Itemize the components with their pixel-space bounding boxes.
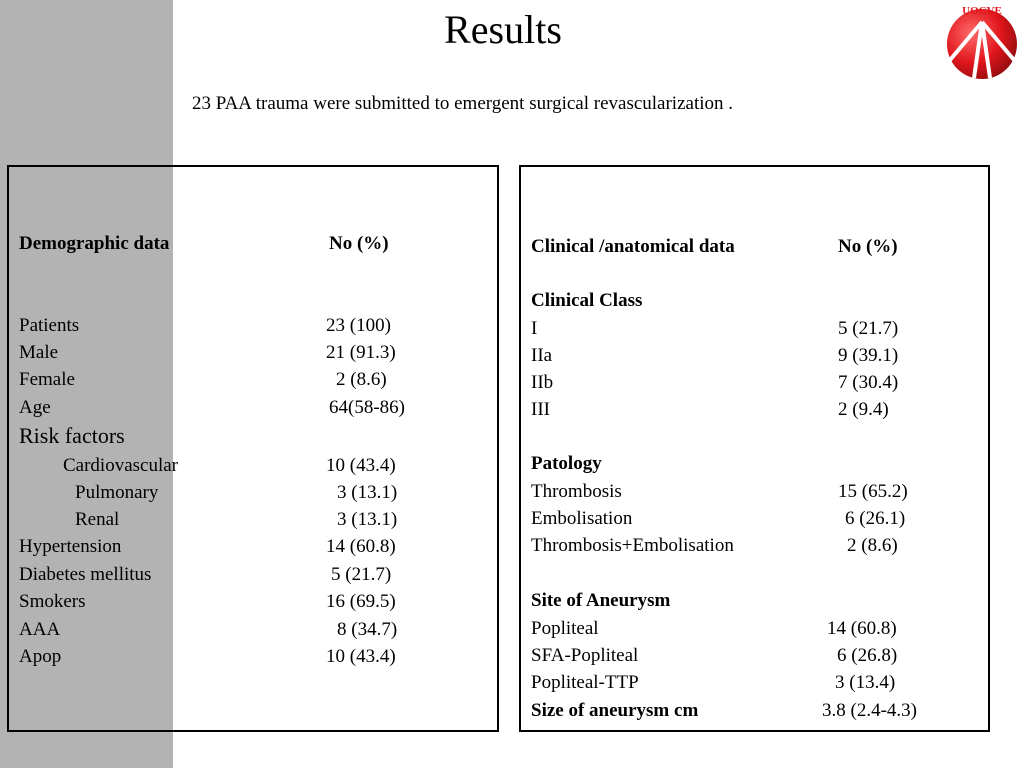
demographic-table xyxy=(7,165,499,732)
size-value: 3.8 (2.4-4.3) xyxy=(822,700,917,721)
patology-label-thrombosis: Thrombosis xyxy=(531,481,622,502)
size-label: Size of aneurysm cm xyxy=(531,700,699,721)
site-label-popliteal-ttp: Popliteal-TTP xyxy=(531,672,639,693)
patology-label-thromb-embol: Thrombosis+Embolisation xyxy=(531,535,734,556)
patology-value-thromb-embol: 2 (8.6) xyxy=(847,535,898,556)
class-value-i: 5 (21.7) xyxy=(838,318,899,339)
class-label-iii: III xyxy=(531,399,550,420)
clinical-class-heading: Clinical Class xyxy=(531,290,643,311)
clinical-table xyxy=(519,165,990,732)
row-label-age: Age xyxy=(19,397,51,418)
slide-subtitle: 23 PAA trauma were submitted to emergent surgical revascularization . xyxy=(192,93,734,114)
logo-text: UOCVE xyxy=(962,5,1002,17)
uocve-logo xyxy=(944,0,1020,80)
row-label-patients: Patients xyxy=(19,315,80,336)
patology-value-embolisation: 6 (26.1) xyxy=(845,508,906,529)
row-label-female: Female xyxy=(19,369,75,390)
row-value-cardiovascular: 10 (43.4) xyxy=(326,455,396,476)
class-label-i: I xyxy=(531,318,538,339)
site-value-popliteal: 14 (60.8) xyxy=(827,618,897,639)
class-label-iia: IIa xyxy=(531,345,553,366)
patology-label-embolisation: Embolisation xyxy=(531,508,633,529)
row-value-male: 21 (91.3) xyxy=(326,342,396,363)
row-value-patients: 23 (100) xyxy=(326,315,391,336)
patology-heading: Patology xyxy=(531,453,602,474)
row-label-renal: Renal xyxy=(75,509,120,530)
row-value-apop: 10 (43.4) xyxy=(326,646,396,667)
site-value-sfa-popliteal: 6 (26.8) xyxy=(837,645,898,666)
row-value-hypertension: 14 (60.8) xyxy=(326,536,396,557)
demographic-header-label: Demographic data xyxy=(19,233,170,254)
row-label-apop: Apop xyxy=(19,646,62,667)
row-label-cardiovascular: Cardiovascular xyxy=(63,455,179,476)
row-label-diabetes: Diabetes mellitus xyxy=(19,564,152,585)
patology-value-thrombosis: 15 (65.2) xyxy=(838,481,908,502)
row-label-risk-factors: Risk factors xyxy=(19,423,125,448)
class-value-iii: 2 (9.4) xyxy=(838,399,889,420)
row-value-smokers: 16 (69.5) xyxy=(326,591,396,612)
row-label-hypertension: Hypertension xyxy=(19,536,122,557)
row-label-pulmonary: Pulmonary xyxy=(75,482,159,503)
site-heading: Site of Aneurysm xyxy=(531,590,671,611)
row-label-aaa: AAA xyxy=(19,619,61,640)
clinical-header-value: No (%) xyxy=(838,236,898,257)
class-label-iib: IIb xyxy=(531,372,554,393)
row-value-aaa: 8 (34.7) xyxy=(337,619,398,640)
row-value-pulmonary: 3 (13.1) xyxy=(337,482,398,503)
row-label-male: Male xyxy=(19,342,59,363)
row-value-diabetes: 5 (21.7) xyxy=(331,564,392,585)
row-value-female: 2 (8.6) xyxy=(336,369,387,390)
row-value-age: 64(58-86) xyxy=(329,397,405,418)
clinical-header-label: Clinical /anatomical data xyxy=(531,236,735,257)
class-value-iib: 7 (30.4) xyxy=(838,372,899,393)
site-value-popliteal-ttp: 3 (13.4) xyxy=(835,672,896,693)
row-value-renal: 3 (13.1) xyxy=(337,509,398,530)
site-label-sfa-popliteal: SFA-Popliteal xyxy=(531,645,639,666)
row-label-smokers: Smokers xyxy=(19,591,86,612)
slide-title: Results xyxy=(444,7,562,52)
class-value-iia: 9 (39.1) xyxy=(838,345,899,366)
site-label-popliteal: Popliteal xyxy=(531,618,599,639)
demographic-header-value: No (%) xyxy=(329,233,389,254)
